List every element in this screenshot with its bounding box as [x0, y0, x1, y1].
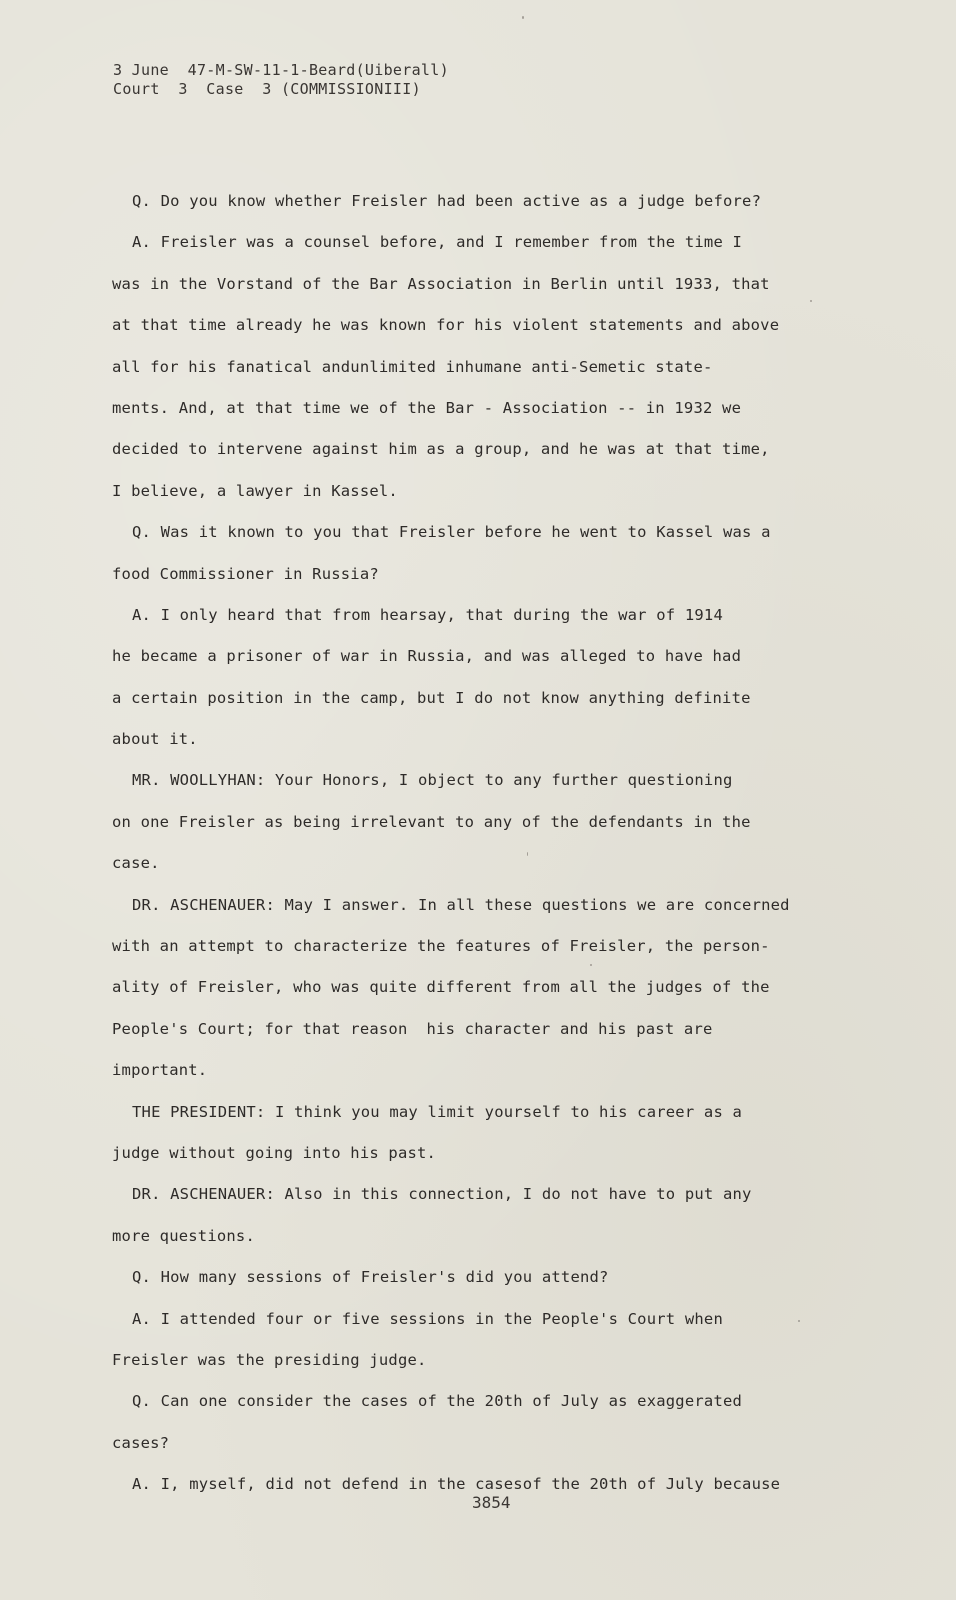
transcript-line: Q. Do you know whether Freisler had been active as a judge before?	[132, 192, 762, 210]
header-line-date-reference: 3 June 47-M-SW-11-1-Beard(Uiberall)	[113, 61, 449, 79]
page-number: 3854	[472, 1493, 511, 1512]
transcript-line: Q. Can one consider the cases of the 20th of July as exaggerated	[132, 1392, 743, 1411]
transcript-line: important.	[112, 1061, 208, 1080]
transcript-line: ality of Freisler, who was quite different from all the judges of the	[112, 978, 770, 997]
transcript-line: cases?	[112, 1433, 170, 1452]
paper-speck	[810, 300, 812, 302]
transcript-line: Q. How many sessions of Freisler's did you attend?	[132, 1268, 609, 1287]
transcript-line: DR. ASCHENAUER: May I answer. In all these questions we are concerned	[132, 895, 790, 914]
transcript-line: Freisler was the presiding judge.	[112, 1350, 427, 1369]
transcript-line: I believe, a lawyer in Kassel.	[112, 481, 398, 500]
transcript-line: judge without going into his past.	[112, 1143, 437, 1162]
header-line-court-case: Court 3 Case 3 (COMMISSIONIII)	[113, 80, 421, 98]
transcript-line: A. I, myself, did not defend in the casesof the 20th of July because	[132, 1475, 781, 1494]
transcript-line: about it.	[112, 730, 198, 749]
paper-speck	[590, 964, 592, 966]
transcript-line: ments. And, at that time we of the Bar - Association -- in 1932 we	[112, 398, 742, 417]
transcript-line: at that time already he was known for his violent statements and above	[112, 316, 780, 335]
paper-speck	[522, 16, 524, 19]
transcript-line: A. I attended four or five sessions in the People's Court when	[132, 1309, 723, 1328]
paper-speck	[527, 852, 528, 856]
transcript-line: with an attempt to characterize the features of Freisler, the person-	[112, 937, 770, 956]
transcript-line: a certain position in the camp, but I do not know anything definite	[112, 688, 751, 707]
transcript-line: he became a prisoner of war in Russia, and was alleged to have had	[112, 647, 742, 666]
transcript-line: more questions.	[112, 1226, 255, 1245]
transcript-line: case.	[112, 854, 160, 873]
transcript-line: decided to intervene against him as a group, and he was at that time,	[112, 440, 770, 459]
transcript-line: food Commissioner in Russia?	[112, 564, 379, 583]
document-header	[113, 61, 449, 99]
transcript-line: People's Court; for that reason his character and his past are	[112, 1019, 713, 1038]
transcript-line: was in the Vorstand of the Bar Association in Berlin until 1933, that	[112, 274, 770, 293]
transcript-line: all for his fanatical andunlimited inhumane anti-Semetic state-	[112, 357, 713, 376]
paper-speck	[798, 1320, 800, 1322]
transcript-line: Q. Was it known to you that Freisler before he went to Kassel was a	[132, 523, 771, 542]
transcript-line: THE PRESIDENT: I think you may limit yourself to his career as a	[132, 1102, 743, 1121]
transcript-line: on one Freisler as being irrelevant to any of the defendants in the	[112, 812, 751, 831]
transcript-body	[112, 181, 847, 1506]
transcript-line: MR. WOOLLYHAN: Your Honors, I object to any further questioning	[132, 771, 733, 790]
transcript-line: DR. ASCHENAUER: Also in this connection, I do not have to put any	[132, 1185, 752, 1204]
transcript-line: A. Freisler was a counsel before, and I remember from the time I	[132, 233, 743, 252]
transcript-line: A. I only heard that from hearsay, that during the war of 1914	[132, 605, 723, 624]
